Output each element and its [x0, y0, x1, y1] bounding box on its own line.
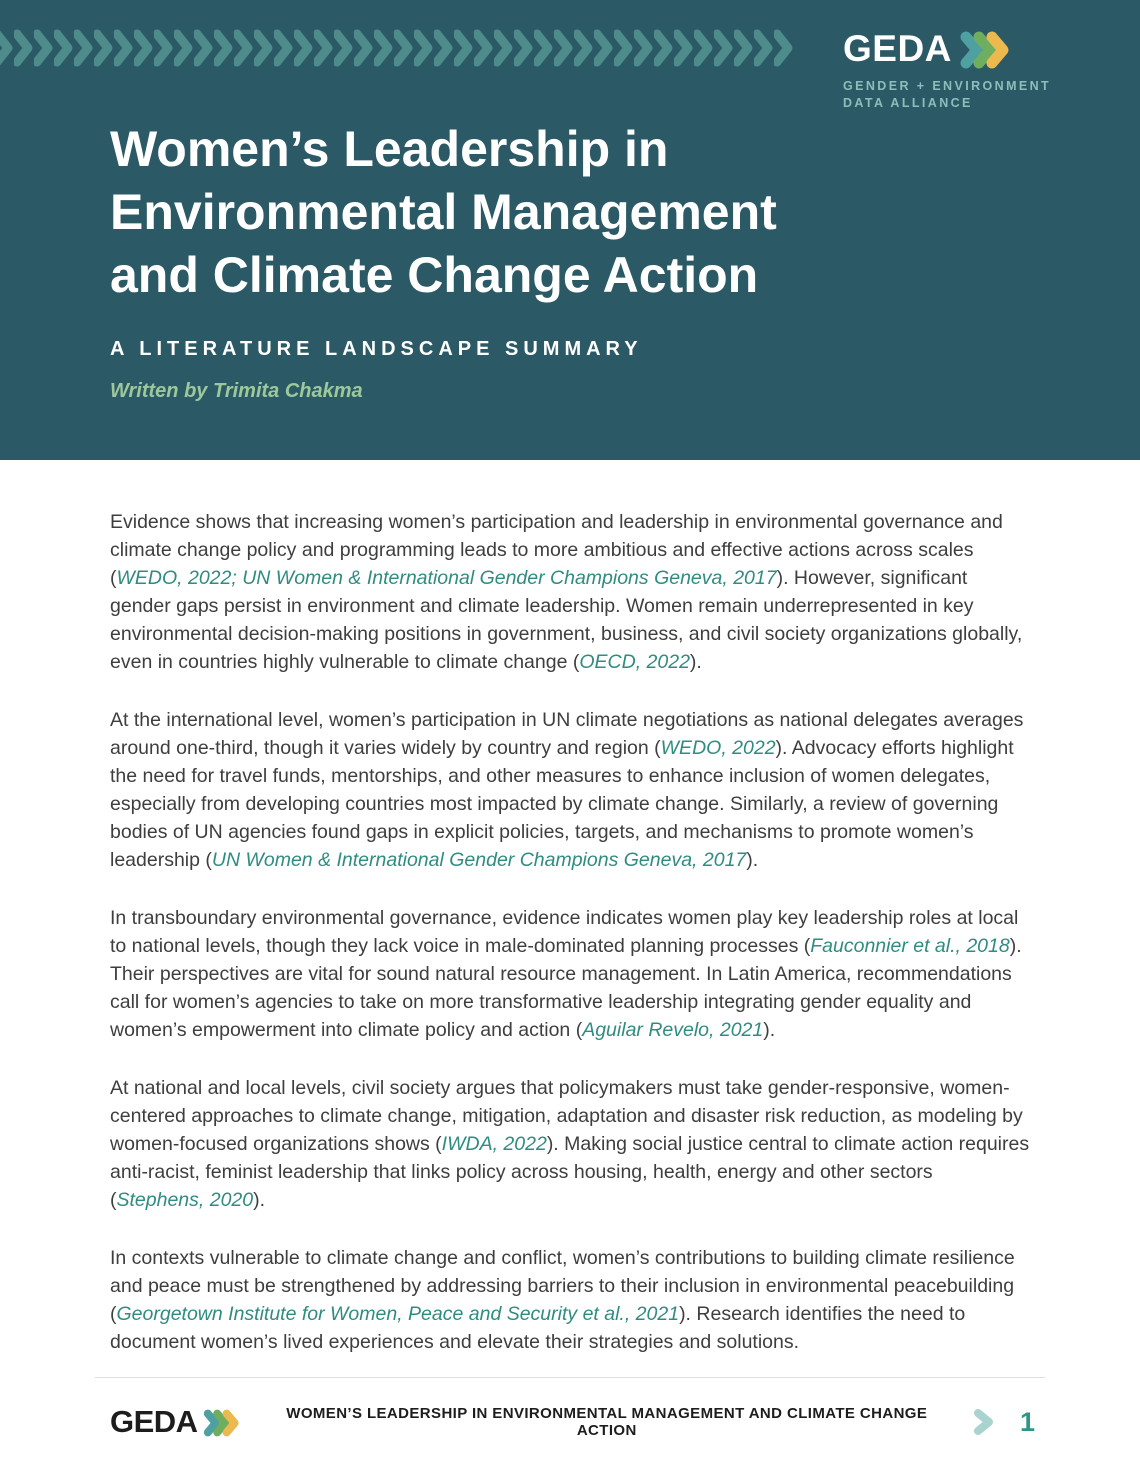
geda-logo: [843, 26, 1063, 112]
body-paragraph: [110, 706, 1030, 874]
header-band: [0, 0, 1140, 460]
page-number: 1: [1019, 1406, 1035, 1437]
paragraph-text: ). However, significant gender gaps persist in environment and climate leadership. Women remain underrepresented in key environmental decision-making positions in government, business, and civil society organizations globally, even in countries highly vulnerable to climate change (: [110, 567, 1023, 673]
citation-link[interactable]: UN Women & International Gender Champions Geneva, 2017: [211, 849, 747, 871]
page-chevron-icon: [970, 1407, 998, 1437]
paragraph-text: At national and local levels, civil society argues that policymakers must take gender-responsive, women-centered approaches to climate change, mitigation, adaptation and disaster risk reduction, as modeling by women-focused organizations shows (: [110, 1077, 1023, 1155]
page-title-line: Environmental Management: [110, 184, 777, 240]
paragraph-text: In transboundary environmental governance, evidence indicates women play key leadership roles at local to national levels, though they lack voice in male-dominated planning processes (: [110, 907, 1019, 957]
page-title: [110, 118, 1030, 307]
geda-chevrons-icon: [958, 28, 1016, 72]
paragraph-text: In contexts vulnerable to climate change and conflict, women’s contributions to building climate resilience and peace must be strengthened by addressing barriers to their inclusion in environmental peacebuilding (: [110, 1247, 1015, 1325]
body-paragraph: [110, 904, 1030, 1044]
paragraph-text: At the international level, women’s participation in UN climate negotiations as national delegates averages around one-third, though it varies widely by country and region (: [110, 709, 1024, 759]
citation-link[interactable]: WEDO, 2022: [660, 737, 776, 759]
logo-tagline-line1: GENDER + ENVIRONMENT: [843, 79, 1052, 93]
body-content: [0, 460, 1140, 1386]
footer-running-title: WOMEN’S LEADERSHIP IN ENVIRONMENTAL MANAGEMENT AND CLIMATE CHANGE ACTION: [286, 1405, 928, 1439]
paragraph-text: Evidence shows that increasing women’s participation and leadership in environmental governance and climate change policy and programming leads to more ambitious and effective actions across scales (: [110, 511, 1003, 589]
citation-link[interactable]: Georgetown Institute for Women, Peace and Security et al., 2021: [116, 1303, 680, 1325]
footer-geda-logo: [110, 1404, 244, 1440]
paragraph-text: ).: [253, 1189, 266, 1211]
citation-link[interactable]: IWDA, 2022: [441, 1133, 547, 1155]
page-title-line: and Climate Change Action: [110, 247, 759, 303]
document-subtitle: A LITERATURE LANDSCAPE SUMMARY: [110, 338, 643, 360]
geda-wordmark: GEDA: [843, 28, 952, 69]
citation-link[interactable]: WEDO, 2022; UN Women & International Gender Champions Geneva, 2017: [116, 567, 777, 589]
citation-link[interactable]: Fauconnier et al., 2018: [810, 935, 1010, 957]
logo-tagline-line2: DATA ALLIANCE: [843, 96, 973, 110]
paragraph-text: ).: [763, 1019, 776, 1041]
footer-geda-chevrons-icon: [202, 1407, 244, 1439]
paragraph-text: ). Their perspectives are vital for sound natural resource management. In Latin America, recommendations call for women’s agencies to take on more transformative leadership integrating gender equality and women’s empowerment into climate policy and action (: [110, 935, 1022, 1041]
footer: [95, 1377, 1045, 1466]
footer-geda-wordmark: GEDA: [110, 1404, 198, 1439]
paragraph-text: ).: [689, 651, 702, 673]
citation-link[interactable]: Aguilar Revelo, 2021: [582, 1019, 764, 1041]
footer-page-indicator: [970, 1407, 1035, 1438]
citation-link[interactable]: OECD, 2022: [579, 651, 690, 673]
paragraph-text: ). Advocacy efforts highlight the need for travel funds, mentorships, and other measures to enhance inclusion of women delegates, especially from developing countries most impacted by climate change. Similarly, a review of governing bodies of UN agencies found gaps in explicit policies, targets, and mechanisms to promote women’s leadership (: [110, 737, 1014, 871]
body-paragraph: [110, 508, 1030, 676]
paragraph-text: ).: [746, 849, 759, 871]
author-byline: Written by Trimita Chakma: [110, 380, 363, 402]
paragraph-text: ). Research identifies the need to document women’s lived experiences and elevate their strategies and solutions.: [110, 1303, 966, 1353]
body-paragraph: [110, 1074, 1030, 1214]
page-title-line: Women’s Leadership in: [110, 121, 669, 177]
citation-link[interactable]: Stephens, 2020: [116, 1189, 254, 1211]
body-paragraph: [110, 1244, 1030, 1356]
paragraph-text: ). Making social justice central to climate action requires anti-racist, feminist leadership that links policy across housing, health, energy and other sectors (: [110, 1133, 1030, 1211]
chevron-band-decoration: [0, 26, 794, 70]
